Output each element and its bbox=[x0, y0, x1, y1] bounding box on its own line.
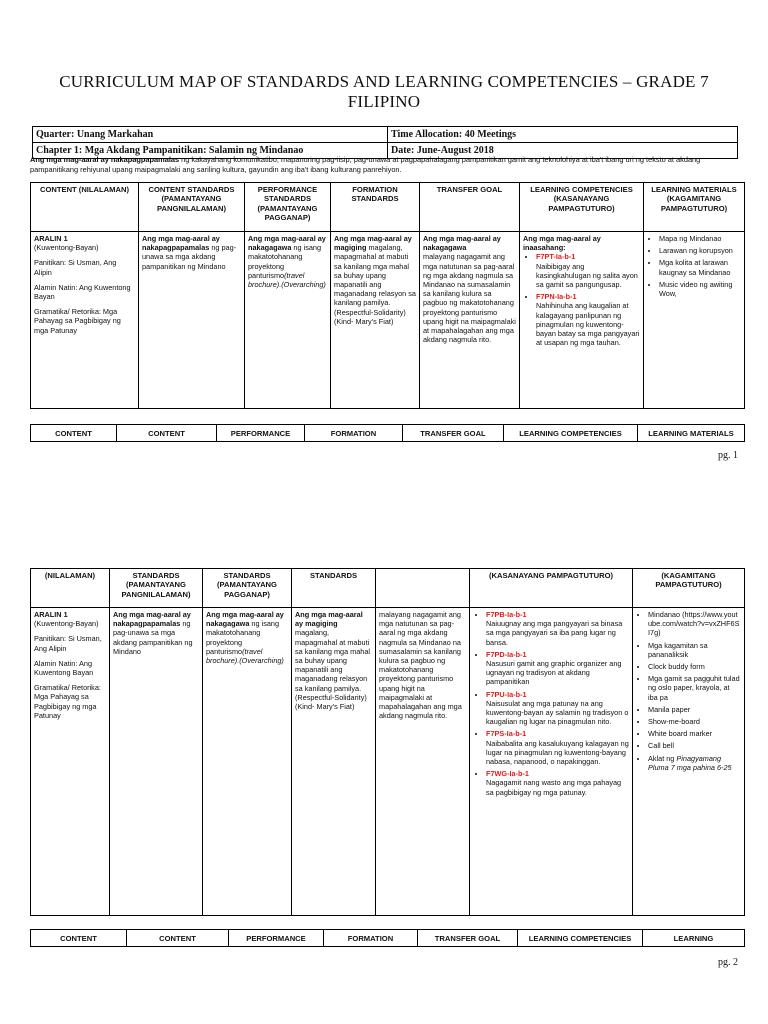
strip-cell: LEARNING COMPETENCIES bbox=[518, 930, 643, 947]
strip-cell: CONTENT bbox=[31, 425, 117, 442]
competency-code: F7PB-Ia-b-1 bbox=[486, 610, 527, 619]
competency-desc: Nasusuri gamit ang graphic organizer ang ugnayan ng tradisyon at akdang pampanitikan bbox=[486, 659, 622, 687]
perf-std-rest: ng isang makatotohanang proyektong panturismo bbox=[206, 619, 280, 656]
header-performance-standards: STANDARDS (PAMANTAYANG PAGGANAP) bbox=[203, 569, 292, 608]
strip-cell: TRANSFER GOAL bbox=[418, 930, 518, 947]
aralin-sub: (Kuwentong-Bayan) bbox=[34, 243, 99, 253]
formation-rest: magalang, mapagmahal at mabuti sa kanilang mga mahal sa buhay upang mapanatili ang maganadang relasyon sa kanilang pamilya. (Respectful-Solidarity) (Kind- Mary's Fiat) bbox=[334, 243, 416, 326]
competency-code: F7PT-Ia-b-1 bbox=[536, 252, 576, 262]
content-cell bbox=[31, 608, 110, 916]
transfer-goal-cell bbox=[420, 232, 520, 409]
competency-desc: Naiuugnay ang mga pangyayari sa binasa sa mga pangyayari sa iba pang lugar ng bansa. bbox=[486, 619, 623, 647]
perf-std-italic: (travel brochure).(Overarching) bbox=[206, 646, 284, 666]
strip-cell: PERFORMANCE bbox=[229, 930, 324, 947]
time-allocation-cell: Time Allocation: 40 Meetings bbox=[388, 127, 738, 143]
competency-desc: Naibabalita ang kasalukuyang kalagayan ng lugar na pinagmulan ng kuwentong-bayang nabasa, napanood, o napakinggan. bbox=[486, 738, 629, 767]
perf-std-rest: ng isang makatotohanang proyektong panturismo bbox=[248, 243, 322, 280]
header-formation-standards: FORMATION STANDARDS bbox=[331, 183, 420, 232]
material-item: • Mapa ng Mindanao bbox=[659, 234, 741, 243]
material-item bbox=[648, 754, 741, 772]
header-learning-materials: (KAGAMITANG PAMPAGTUTURO) bbox=[633, 569, 745, 608]
header-performance-standards: PERFORMANCE STANDARDS (PAMANTAYANG PAGGANAP) bbox=[245, 183, 331, 232]
gramatika-text: Gramatika/ Retorika: Mga Pahayag sa Pagbibigay ng mga Patunay bbox=[34, 307, 121, 335]
transfer-text: malayang nagagamit ang mga natutunan sa pag-aaral ng mga akdang nagmula sa Mindanao na sumasalamin sa kanilang kulura sa pagbuo ng makatotohanang proyektong panturismo upang higit na maipagmalaki at mapahalagahan ang mga akdang nagmula rito. bbox=[423, 252, 516, 345]
learning-materials-cell bbox=[644, 232, 745, 409]
material-item: • Call bell bbox=[648, 741, 741, 750]
perf-std-italic: (travel brochure).(Overarching) bbox=[248, 270, 326, 290]
material-item: • Show-me-board bbox=[648, 717, 741, 726]
strip-cell: LEARNING MATERIALS bbox=[638, 425, 745, 442]
competency-desc: Nagagamit nang wasto ang mga pahayag sa pagbibigay ng mga patunay. bbox=[486, 778, 622, 797]
strip-cell: FORMATION bbox=[305, 425, 403, 442]
learning-competencies-cell bbox=[470, 608, 633, 916]
header-learning-competencies: LEARNING COMPETENCIES (KASANAYANG PAMPAGTUTURO) bbox=[520, 183, 644, 232]
panitikan-text: Panitikan: Si Usman, Ang Alipin bbox=[34, 258, 117, 277]
learning-materials-cell bbox=[633, 608, 745, 916]
header-transfer-goal: TRANSFER GOAL bbox=[420, 183, 520, 232]
formation-standards-cell bbox=[331, 232, 420, 409]
document-page-2 bbox=[0, 545, 768, 1024]
perf-std-bold: Ang mga mag-aaral ay nakagagawa bbox=[206, 610, 284, 629]
header-formation-standards: STANDARDS bbox=[292, 569, 376, 608]
header-transfer-goal bbox=[376, 569, 470, 608]
header-learning-competencies: (KASANAYANG PAMPAGTUTURO) bbox=[470, 569, 633, 608]
material-item: • Larawan ng korupsyon bbox=[659, 246, 741, 255]
performance-standards-cell bbox=[203, 608, 292, 916]
competency-item bbox=[486, 729, 629, 766]
content-cell bbox=[31, 232, 139, 409]
material-last-italic: Pinagyamang Pluma 7 mga pahina 6-25 bbox=[648, 753, 732, 772]
intro-paragraph bbox=[30, 155, 745, 175]
formation-standards-cell bbox=[292, 608, 376, 916]
material-item: • Music video ng awiting Wow, bbox=[659, 280, 741, 298]
document-page-1 bbox=[0, 0, 768, 470]
competency-desc: Nahihinuha ang kaugalian at kalagayang panlipunan ng pinagmulan ng kuwentong-bayan batay sa mga pangyayari at usapan ng mga tauhan. bbox=[536, 301, 640, 348]
material-item: • Manila paper bbox=[648, 705, 741, 714]
transfer-bold: Ang mga mag-aaral ay nakagagawa bbox=[423, 234, 501, 253]
competency-item bbox=[486, 769, 629, 797]
material-item: • Mga kagamitan sa pananaliksik bbox=[648, 641, 741, 659]
curriculum-table-1 bbox=[30, 182, 745, 409]
competency-code: F7PD-Ia-b-1 bbox=[486, 649, 527, 659]
aralin-label: ARALIN 1 bbox=[34, 234, 68, 243]
competency-intro: Ang mga mag-aaral ay inaasahang: bbox=[523, 234, 601, 253]
curriculum-table-2 bbox=[30, 568, 745, 916]
repeat-header-strip-1 bbox=[30, 424, 745, 442]
competency-code: F7WG-Ia-b-1 bbox=[486, 769, 529, 779]
transfer-text: malayang nagagamit ang mga natutunan sa pag-aaral ng mga akdang nagmula sa Mindanao na sumasalamin sa kanilang kulura sa pagbuo ng makatotohanang proyektong panturismo upang higit na maipagmalaki at mapahalagahan ang mga akdang nagmula rito. bbox=[379, 610, 462, 721]
strip-cell: CONTENT bbox=[31, 930, 127, 947]
header-learning-materials: LEARNING MATERIALS (KAGAMITANG PAMPAGTUTURO) bbox=[644, 183, 745, 232]
aralin-label: ARALIN 1 bbox=[34, 610, 68, 619]
content-standards-cell bbox=[139, 232, 245, 409]
competency-item bbox=[536, 292, 640, 347]
material-item: • Clock buddy form bbox=[648, 662, 741, 671]
strip-cell: LEARNING bbox=[643, 930, 745, 947]
competency-item bbox=[486, 650, 629, 687]
content-std-rest: ng pag-unawa sa mga akdang pampanitikan ng Mindano bbox=[113, 619, 193, 656]
material-item: • Mga kolita at larawan kaugnay sa Mindanao bbox=[659, 258, 741, 276]
header-content-standards: CONTENT STANDARDS (PAMANTAYANG PANGNILALAMAN) bbox=[139, 183, 245, 232]
formation-bold: Ang mga mag-aaral ay magiging bbox=[295, 610, 363, 629]
alamin-text: Alamin Natin: Ang Kuwentong Bayan bbox=[34, 282, 131, 302]
competency-code: F7PU-Ia-b-1 bbox=[486, 689, 527, 699]
perf-std-bold: Ang mga mag-aaral ay nakagagawa bbox=[248, 234, 326, 253]
strip-cell: LEARNING COMPETENCIES bbox=[504, 425, 638, 442]
quarter-cell: Quarter: Unang Markahan bbox=[33, 127, 388, 143]
header-content: CONTENT (NILALAMAN) bbox=[31, 183, 139, 232]
date-cell: Date: June-August 2018 bbox=[388, 143, 738, 159]
performance-standards-cell bbox=[245, 232, 331, 409]
material-item: • Mindanao (https://www.youtube.com/watch?v=vxZHF6SI7g) bbox=[648, 610, 741, 638]
competency-list bbox=[523, 252, 640, 347]
material-item: • White board marker bbox=[648, 729, 741, 738]
competency-code: F7PS-Ia-b-1 bbox=[486, 729, 527, 739]
competency-list bbox=[473, 610, 629, 797]
content-std-bold: Ang mga mag-aaral ay nakapagpapamalas bbox=[142, 234, 220, 253]
competency-item bbox=[486, 690, 629, 727]
aralin-sub: (Kuwentong-Bayan) bbox=[34, 619, 99, 629]
content-std-rest: ng pag-unawa sa mga akdang pampanitikan ng Mindano bbox=[142, 243, 237, 271]
learning-competencies-cell bbox=[520, 232, 644, 409]
competency-desc: Naibibigay ang kasingkahulugan ng salita ayon sa gamit sa pangungusap. bbox=[536, 261, 638, 290]
intro-bold: Ang mga mag-aaral ay nakapagpapamalas bbox=[30, 155, 180, 164]
material-item: • Mga gamit sa pagguhit tulad ng oslo paper, krayola, at iba pa bbox=[648, 674, 741, 702]
page-number: pg. 2 bbox=[718, 957, 738, 968]
material-last-label: Aklat ng bbox=[648, 753, 675, 763]
chapter-cell: Chapter 1: Mga Akdang Pampanitikan: Salamin ng Mindanao bbox=[33, 143, 388, 159]
competency-desc: Naisusulat ang mga patunay na ang kuwentong-bayan ay salamin ng tradisyon o kaugalian ng lugar na pinagmulan nito. bbox=[486, 698, 629, 727]
alamin-text: Alamin Natin: Ang Kuwentong Bayan bbox=[34, 658, 94, 678]
header-content: (NILALAMAN) bbox=[31, 569, 110, 608]
materials-list bbox=[636, 610, 741, 772]
strip-cell: CONTENT bbox=[117, 425, 217, 442]
competency-code: F7PN-Ia-b-1 bbox=[536, 292, 577, 302]
transfer-goal-cell bbox=[376, 608, 470, 916]
content-standards-cell bbox=[110, 608, 203, 916]
document-title: CURRICULUM MAP OF STANDARDS AND LEARNING COMPETENCIES – GRADE 7 FILIPINO bbox=[59, 72, 709, 111]
strip-cell: CONTENT bbox=[127, 930, 229, 947]
repeat-header-strip-2 bbox=[30, 929, 745, 947]
intro-rest: ng kakayahang komunikatibo, mapanuring pag-iisip, pag-unawa at pagpapahalagang pampanitikan gamit ang teknolohiya at iba't ibang uri ng teksto at akdang pampanitikang rehiyunal upang maipagmalaki ang sariling kultura, gayundin ang iba't ibang kulturang panrehiyon. bbox=[30, 155, 701, 174]
panitikan-text: Panitikan: Si Usman, Ang Alipin bbox=[34, 634, 102, 653]
header-content-standards: STANDARDS (PAMANTAYANG PANGNILALAMAN) bbox=[110, 569, 203, 608]
materials-list bbox=[647, 234, 741, 298]
competency-item bbox=[536, 252, 640, 289]
formation-rest: magalang, mapagmahal at mabuti sa kanilang mga mahal sa buhay upang mapanatili ang maganadang relasyon sa kanilang pamilya. (Respectful-Solidarity) (Kind- Mary's Fiat) bbox=[295, 628, 371, 712]
content-std-bold: Ang mga mag-aaral ay nakapagpapamalas bbox=[113, 610, 191, 629]
gramatika-text: Gramatika/ Retorika: Mga Pahayag sa Pagbibigay ng mga Patunay bbox=[34, 683, 101, 720]
formation-bold: Ang mga mag-aaral ay magiging bbox=[334, 234, 412, 253]
strip-cell: FORMATION bbox=[324, 930, 418, 947]
strip-cell: PERFORMANCE bbox=[217, 425, 305, 442]
page-number: pg. 1 bbox=[718, 450, 738, 461]
strip-cell: TRANSFER GOAL bbox=[403, 425, 504, 442]
competency-item bbox=[486, 610, 629, 647]
